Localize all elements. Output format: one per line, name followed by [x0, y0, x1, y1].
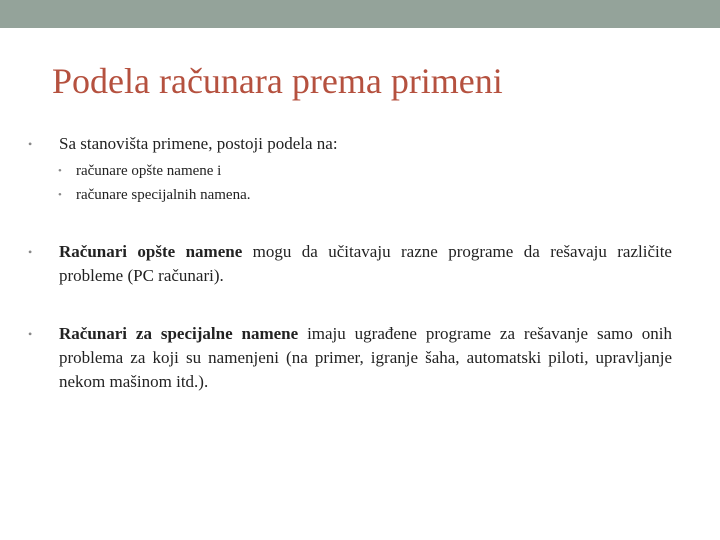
- bullet-item: [28, 132, 672, 156]
- bullet-icon: •: [58, 165, 62, 177]
- bullet-item: [28, 240, 672, 288]
- slide-title: Podela računara prema primeni: [52, 61, 503, 101]
- sub-bullet-item: [58, 160, 221, 182]
- paragraph-text: mogu da učitavaju razne programe da rešavaju različite probleme (PC računari).: [59, 242, 672, 285]
- bullet-text: Sa stanovišta primene, postoji podela na:: [59, 134, 338, 153]
- bullet-item: [28, 322, 672, 394]
- bullet-icon: •: [28, 245, 33, 259]
- bullet-text: [59, 240, 672, 288]
- sub-bullet-text: računare opšte namene i: [76, 163, 222, 179]
- bold-term: Računari za specijalne namene: [59, 324, 299, 343]
- bullet-icon: •: [58, 189, 62, 201]
- bullet-text: [59, 322, 672, 394]
- bullet-icon: •: [28, 137, 33, 151]
- paragraph-text: imaju ugrađene programe za rešavanje samo onih problema za koji su namenjeni (na primer, igranje šaha, automatski piloti, upravljanje nekom mašinom itd.).: [59, 324, 672, 391]
- bold-term: Računari opšte namene: [59, 242, 243, 261]
- sub-bullet-text: računare specijalnih namena.: [76, 187, 251, 203]
- sub-bullet-item: [58, 184, 251, 206]
- top-decor-bar: [0, 0, 720, 28]
- bullet-icon: •: [28, 327, 33, 341]
